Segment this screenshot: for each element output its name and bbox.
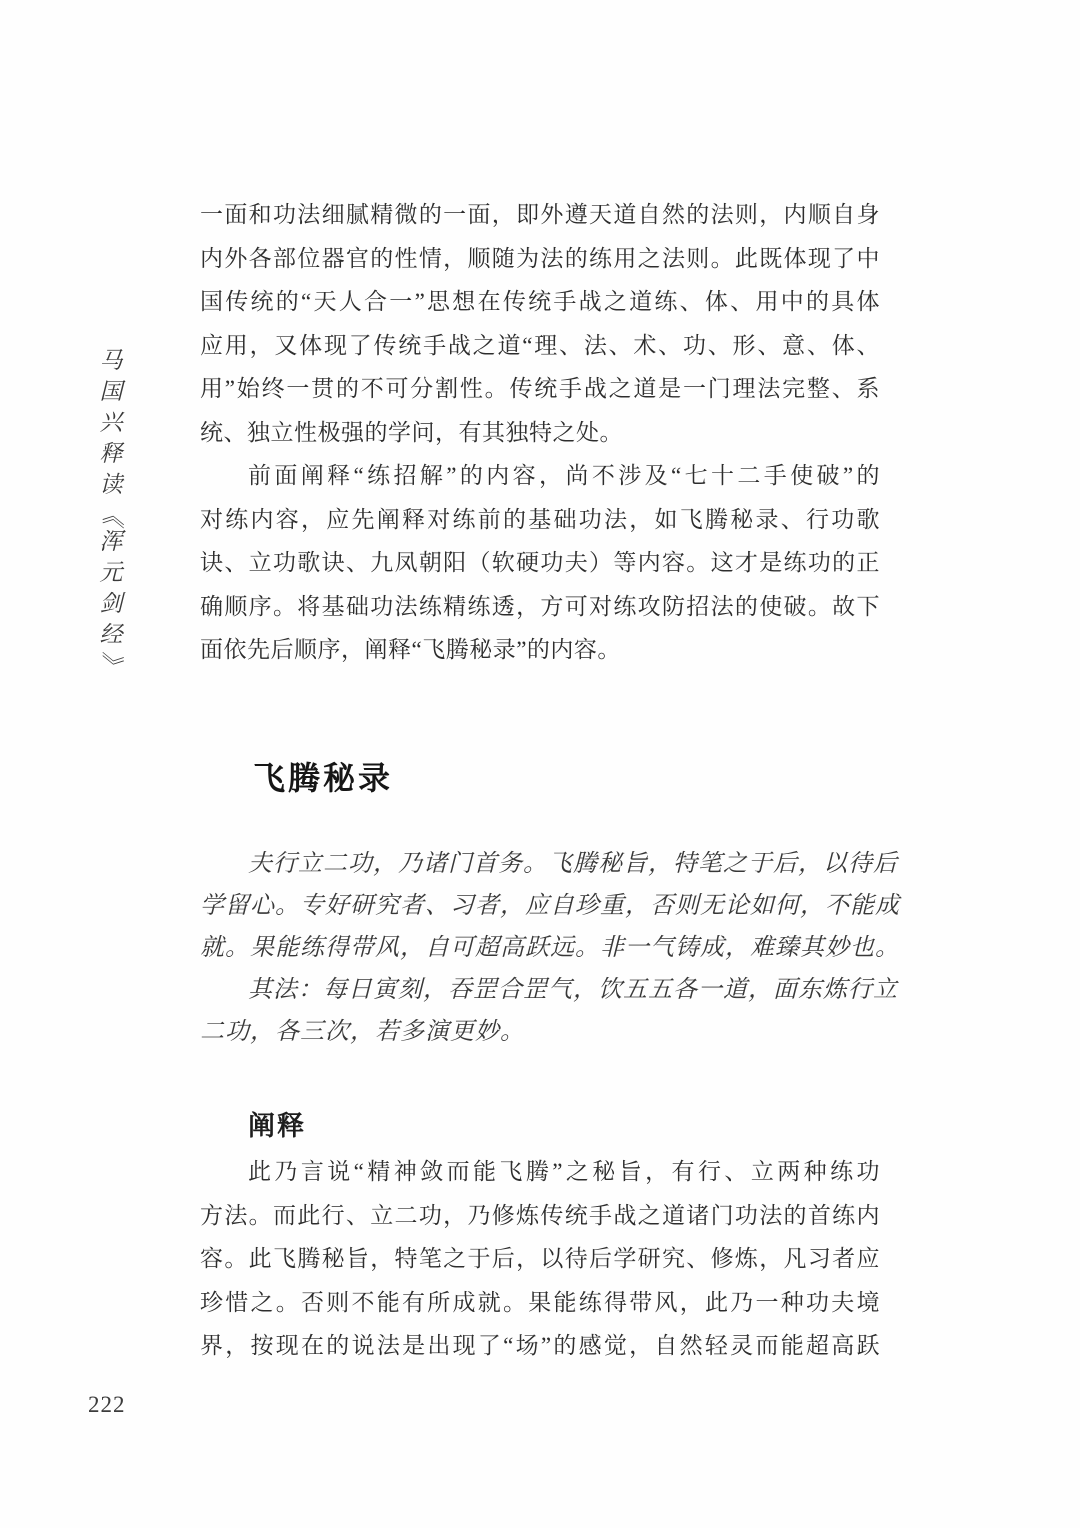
text-line: 确顺序。将基础功法练精练透，方可对练攻防招法的使破。故下 bbox=[200, 593, 880, 619]
text-line: 珍惜之。否则不能有所成就。果能练得带风，此乃一种功夫境 bbox=[200, 1289, 880, 1315]
sidebar-title-char: 元 bbox=[99, 560, 123, 585]
text-line: 二功，各三次，若多演更妙。 bbox=[200, 1019, 525, 1045]
text-line: 前面阐释“练招解”的内容，尚不涉及“七十二手使破”的 bbox=[248, 463, 880, 488]
text-line: 国传统的“天人合一”思想在传统手战之道练、体、用中的具体 bbox=[200, 289, 880, 314]
text-line: 夫行立二功，乃诸门首务。飞腾秘旨，特笔之于后，以待后 bbox=[248, 851, 898, 877]
text-line: 用”始终一贯的不可分割性。传统手战之道是一门理法完整、系 bbox=[200, 376, 880, 401]
sidebar-book-title bbox=[93, 345, 129, 676]
text-line: 此乃言说“精神敛而能飞腾”之秘旨，有行、立两种练功 bbox=[248, 1159, 880, 1184]
body-paragraph-1 bbox=[200, 193, 880, 454]
sidebar-title-char: 浑 bbox=[99, 529, 123, 554]
sidebar-title-char: 经 bbox=[99, 622, 123, 647]
text-line: 面依先后顺序，阐释“飞腾秘录”的内容。 bbox=[200, 637, 621, 662]
text-line: 诀、立功歌诀、九凤朝阳（软硬功夫）等内容。这才是练功的正 bbox=[200, 550, 880, 575]
classic-quote-block bbox=[200, 843, 900, 1053]
sidebar-title-char: 释 bbox=[99, 441, 123, 466]
text-line: 应用，又体现了传统手战之道“理、法、术、功、形、意、体、 bbox=[200, 332, 880, 358]
exposition-subheading: 阐释 bbox=[248, 1111, 306, 1141]
body-text-lower bbox=[200, 1150, 880, 1368]
text-line: 内外各部位器官的性情，顺随为法的练用之法则。此既体现了中 bbox=[200, 245, 880, 271]
sidebar-title-char: 国 bbox=[99, 379, 123, 404]
body-text-upper bbox=[200, 193, 880, 672]
text-line: 一面和功法细腻精微的一面，即外遵天道自然的法则，内顺自身 bbox=[200, 202, 880, 227]
sidebar-title-char: 《 bbox=[99, 501, 124, 525]
sidebar-title-char: 剑 bbox=[99, 591, 123, 616]
text-line: 界，按现在的说法是出现了“场”的感觉，自然轻灵而能超高跃 bbox=[200, 1333, 880, 1358]
quote-paragraph-2 bbox=[200, 969, 898, 1053]
text-line: 统、独立性极强的学问，有其独特之处。 bbox=[200, 419, 623, 445]
text-line: 学留心。专好研究者、习者，应自珍重，否则无论如何，不能成 bbox=[200, 893, 900, 919]
text-line: 其法：每日寅刻，吞罡合罡气，饮五五各一道，面东炼行立 bbox=[248, 977, 898, 1003]
body-paragraph-2 bbox=[200, 454, 880, 672]
page-number: 222 bbox=[88, 1392, 126, 1417]
text-line: 对练内容，应先阐释对练前的基础功法，如飞腾秘录、行功歌 bbox=[200, 506, 880, 532]
quote-paragraph-1 bbox=[200, 843, 900, 969]
sidebar-title-char: 马 bbox=[99, 348, 123, 373]
sidebar-title-char: 兴 bbox=[99, 410, 123, 435]
sidebar-title-char: 读 bbox=[99, 472, 123, 497]
sidebar-title-char: 》 bbox=[99, 651, 124, 675]
text-line: 就。果能练得带风，自可超高跃远。非一气铸成，难臻其妙也。 bbox=[200, 935, 900, 961]
exposition-paragraph bbox=[200, 1150, 880, 1368]
section-heading: 飞腾秘录 bbox=[253, 760, 394, 796]
text-line: 容。此飞腾秘旨，特笔之于后，以待后学研究、修炼，凡习者应 bbox=[200, 1246, 880, 1271]
text-line: 方法。而此行、立二功，乃修炼传统手战之道诸门功法的首练内 bbox=[200, 1202, 880, 1228]
